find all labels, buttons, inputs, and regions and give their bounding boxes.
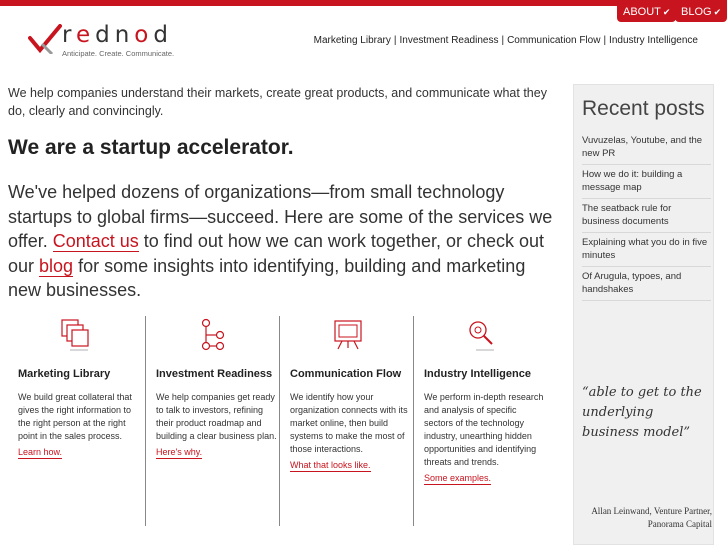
recent-post-item[interactable]: Explaining what you do in five minutes — [582, 233, 711, 267]
blog-tab-label: BLOG — [681, 6, 712, 18]
blog-tab[interactable] — [675, 0, 727, 22]
service-body: We help companies get ready to talk to investors, refining their product roadmap and building a clear business plan. Here's why. — [156, 392, 277, 457]
service-body: We identify how your organization connects with its market online, then build systems to make the most of those interactions. What that looks like. — [290, 392, 408, 470]
main-nav: Marketing Library | Investment Readiness | Communication Flow | Industry Intelligence — [313, 35, 698, 46]
service-body: We perform in-depth research and analysis of specific sectors of the technology industry, unearthing hidden opportunities and identifying threats and trends. Some examples. — [424, 392, 544, 483]
page-headline: We are a startup accelerator. — [8, 136, 294, 159]
contact-us-link[interactable]: Contact us — [52, 231, 139, 251]
sidebar — [573, 84, 714, 545]
what-that-looks-like-link[interactable]: What that looks like. — [290, 460, 371, 470]
testimonial-attribution: Allan Leinwand, Venture Partner, Panorama Capital — [591, 506, 712, 529]
recent-posts-list — [582, 131, 711, 301]
service-communication-flow — [279, 316, 413, 526]
documents-stack-icon — [58, 318, 94, 352]
presentation-board-icon — [330, 318, 366, 352]
service-title: Marketing Library — [18, 368, 111, 380]
chevron-down-icon: ✔ — [662, 7, 671, 17]
learn-how-link[interactable]: Learn how. — [18, 447, 63, 457]
testimonial-quote: “able to get to the underlying business model” — [582, 385, 702, 440]
nav-communication-flow[interactable]: Communication Flow — [507, 35, 601, 46]
recent-post-item[interactable]: Vuvuzelas, Youtube, and the new PR — [582, 131, 711, 165]
recent-post-item[interactable]: Of Arugula, typoes, and handshakes — [582, 267, 711, 301]
recent-post-item[interactable]: The seatback rule for business documents — [582, 199, 711, 233]
service-title: Industry Intelligence — [424, 368, 531, 380]
magnifier-icon — [464, 318, 500, 352]
intro-text: We help companies understand their markets, create great products, and communicate what they do, clearly and convincingly. — [8, 86, 547, 118]
logo-wordmark: rednod — [62, 22, 173, 48]
rednod-logo[interactable] — [28, 22, 188, 62]
nav-industry-intelligence[interactable]: Industry Intelligence — [609, 35, 698, 46]
nav-investment-readiness[interactable]: Investment Readiness — [399, 35, 499, 46]
service-title: Communication Flow — [290, 368, 402, 380]
about-tab[interactable] — [617, 0, 676, 22]
service-body: We build great collateral that gives the right information to the right person at the right point in the sales process. Learn how. — [18, 392, 132, 457]
service-industry-intelligence — [413, 316, 547, 526]
some-examples-link[interactable]: Some examples. — [424, 473, 492, 483]
service-investment-readiness — [145, 316, 279, 526]
service-title: Investment Readiness — [156, 368, 273, 380]
nav-marketing-library[interactable]: Marketing Library — [313, 35, 391, 46]
service-marketing-library — [8, 316, 142, 526]
flowchart-icon — [196, 318, 232, 352]
recent-post-item[interactable]: How we do it: building a message map — [582, 165, 711, 199]
chevron-down-icon: ✔ — [713, 7, 722, 17]
lead-paragraph: We've helped dozens of organizations—from small technology startups to global firms—succeed. Here are some of the services we offer. Contact us to find out how we can work together, or check out our blog for some insights into identifying, building and marketing new businesses. — [8, 182, 553, 300]
sidebar-title: Recent posts — [582, 97, 705, 120]
heres-why-link[interactable]: Here's why. — [156, 447, 203, 457]
services-section — [8, 316, 548, 526]
blog-link[interactable]: blog — [39, 255, 74, 276]
checkmark-logo-icon — [28, 24, 62, 54]
logo-tagline: Anticipate. Create. Communicate. — [62, 49, 175, 58]
about-tab-label: ABOUT — [623, 6, 661, 18]
